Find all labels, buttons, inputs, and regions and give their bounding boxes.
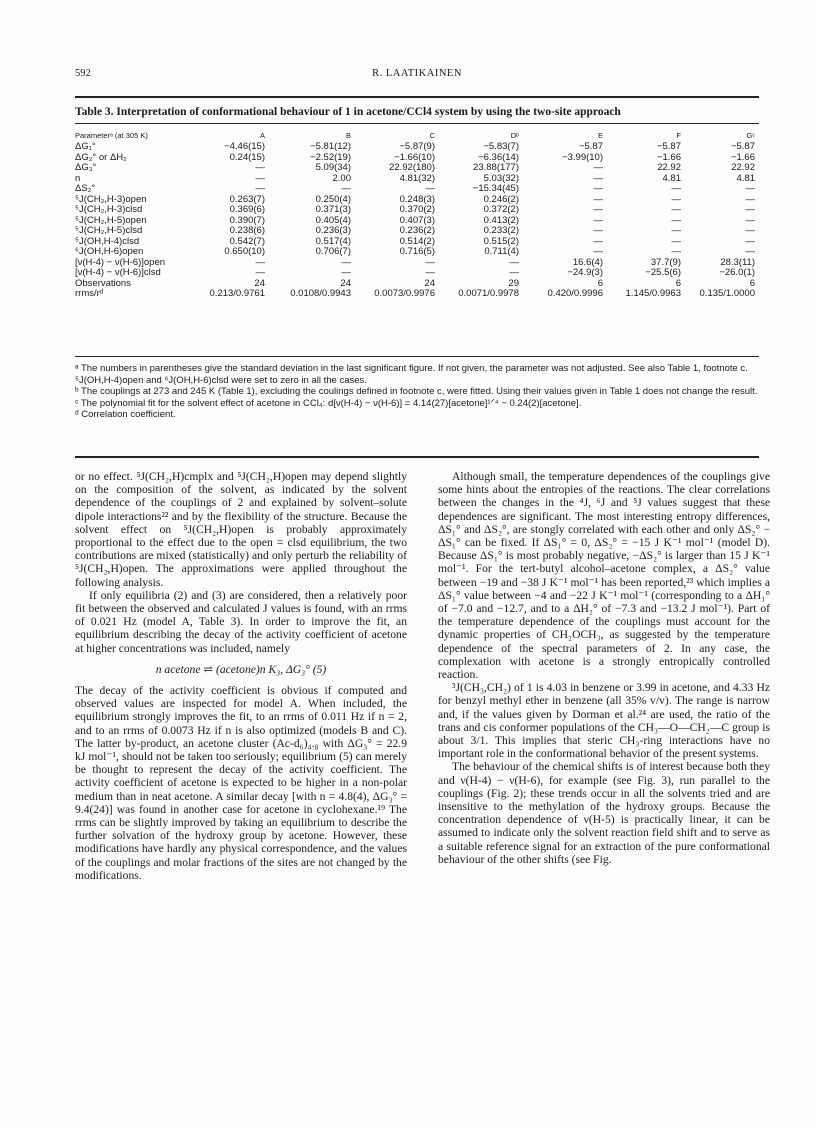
- column-header: F: [676, 130, 681, 140]
- value-cell: —: [745, 204, 755, 215]
- value-cell: —: [745, 246, 755, 257]
- value-cell: 0.515(2): [483, 235, 519, 247]
- value-cell: −5.87: [656, 141, 681, 152]
- value-cell: —: [593, 246, 603, 257]
- value-cell: —: [745, 214, 755, 226]
- running-head: R. LAATIKAINEN: [372, 68, 462, 79]
- value-cell: 0.542(7): [229, 235, 265, 247]
- value-cell: 0.213/0.9761: [209, 288, 265, 299]
- column-header: B: [345, 130, 351, 140]
- footnote-a: ᵃ The numbers in parentheses give the standard deviation in the last significant figure. If not given, the parameter was not adjusted. See also Table 1, footnote c. ⁵J(OH,H-4)open and ⁶J(OH,H-6)clsd were set to zero in all the cases.: [75, 363, 748, 386]
- value-cell: 22.92: [731, 162, 755, 173]
- value-cell: —: [255, 256, 265, 268]
- parameter-cell: ⁶J(OH,H-6)open: [75, 246, 144, 257]
- equation-5: n acetone ⇌ (acetone)n K₃, ΔG₃° (5): [155, 662, 327, 676]
- value-cell: —: [255, 172, 265, 184]
- page-header: [75, 68, 759, 84]
- column-header: C: [429, 130, 435, 140]
- table-header-rule: [75, 123, 759, 124]
- table-row: [75, 184, 759, 195]
- value-cell: 4.81: [736, 172, 755, 184]
- table-row: [75, 247, 759, 258]
- left-column: [75, 470, 407, 882]
- value-cell: —: [745, 183, 755, 194]
- value-cell: −15.34(45): [472, 183, 519, 194]
- value-cell: 0.371(3): [315, 204, 351, 215]
- value-cell: 5.03(32): [483, 172, 519, 184]
- value-cell: 0.372(2): [483, 204, 519, 215]
- value-cell: —: [593, 193, 603, 205]
- value-cell: 0.716(5): [399, 246, 435, 257]
- table-row: [75, 163, 759, 174]
- value-cell: —: [671, 235, 681, 247]
- value-cell: 16.6(4): [572, 256, 603, 268]
- value-cell: 0.517(4): [315, 235, 351, 247]
- parameter-cell: ΔG₂° or ΔH₂: [75, 151, 127, 163]
- value-cell: 0.407(3): [399, 214, 435, 226]
- value-cell: 2.00: [332, 172, 351, 184]
- value-cell: 0.263(7): [229, 193, 265, 205]
- data-table: [75, 130, 759, 300]
- value-cell: 6: [675, 277, 681, 289]
- table-row: [75, 142, 759, 153]
- value-cell: −5.87: [730, 141, 755, 152]
- value-cell: 4.81: [662, 172, 681, 184]
- value-cell: −5.87(9): [399, 141, 435, 152]
- value-cell: 37.7(9): [650, 256, 681, 268]
- value-cell: −4.46(15): [224, 141, 265, 152]
- value-cell: —: [671, 225, 681, 236]
- value-cell: —: [425, 183, 435, 194]
- value-cell: 0.0073/0.9976: [374, 288, 435, 299]
- parameter-cell: ΔG₁°: [75, 141, 96, 152]
- value-cell: 24: [254, 277, 265, 289]
- value-cell: −5.83(7): [483, 141, 519, 152]
- value-cell: —: [593, 235, 603, 247]
- parameter-cell: ΔG₃°: [75, 162, 97, 173]
- parameter-cell: ⁵J(OH,H-4)clsd: [75, 235, 140, 247]
- parameter-cell: ⁵J(CH₂,H-5)open: [75, 214, 147, 226]
- value-cell: 0.420/0.9996: [547, 288, 603, 299]
- parameter-cell: ΔS₂°: [75, 183, 96, 194]
- body-paragraph: ³J(CH₃,CH₂) of 1 is 4.03 in benzene or 3.99 in acetone, and 4.33 Hz for benzyl methyl ether in benzene (all 35% v/v). The range is narrow and, if the values given by Dorman et al.²⁴ are used, the ratio of the trans and cis conformer populations of the CH₃—O—CH₂—C group is about 3/1. This implies that steric CH₃-ring interactions have no important role in the conformational behavior of the present systems.: [438, 681, 770, 761]
- column-header: A: [259, 130, 265, 140]
- footnote-b: ᵇ The couplings at 273 and 245 K (Table 1), excluding the coulings defined in footnote c, were fitted. Using their values given in Table 1 does not change the result.: [75, 386, 758, 397]
- value-cell: —: [425, 267, 435, 278]
- value-cell: 5.09(34): [315, 162, 351, 173]
- value-cell: —: [593, 172, 603, 184]
- value-cell: 23.88(177): [473, 162, 519, 173]
- value-cell: −6.36(14): [478, 151, 519, 163]
- value-cell: 24: [424, 277, 435, 289]
- value-cell: 29: [508, 277, 519, 289]
- value-cell: 0.250(4): [315, 193, 351, 205]
- table-row: [75, 226, 759, 237]
- body-paragraph: or no effect. ⁵J(CH₂,H)cmplx and ⁵J(CH₂,H)open may depend slightly on the composition of the solvent, as indicated by the solvent dependence of the couplings of 2 and explained by solvent–solute dipole interactions²² and by the flexibility of the structure. Because the solvent effect on ⁵J(CH₂,H)open is probably approximately proportional to the effect due to the open = clsd equilibrium, the two contributions are mixed (statistically) and only perturb the reliability of ⁵J(CH₂,H)open. The approximations were applied throughout the following analysis.: [75, 470, 407, 589]
- value-cell: 0.650(10): [224, 246, 265, 257]
- value-cell: −1.66: [730, 151, 755, 163]
- value-cell: −3.99(10): [562, 151, 603, 163]
- value-cell: —: [671, 204, 681, 215]
- value-cell: 0.370(2): [399, 204, 435, 215]
- value-cell: —: [255, 162, 265, 173]
- value-cell: 6: [749, 277, 755, 289]
- footnote-d: ᵈ Correlation coefficient.: [75, 409, 176, 420]
- table-row: [75, 174, 759, 185]
- value-cell: 0.236(3): [315, 225, 351, 236]
- table-bottom-rule: [75, 356, 759, 357]
- value-cell: 0.238(6): [229, 225, 265, 236]
- value-cell: —: [671, 214, 681, 226]
- body-paragraph: Although small, the temperature dependences of the couplings give some hints about the entropies of the reactions. The clear correlations between the changes in the ⁴J, ⁶J and ⁵J values suggest that these dependences are significant. The most interesting entropy differences, ΔS₁° and ΔS₂°, are stongly correlated with each other and only ΔS₂° − ΔS₁° can be fixed. If ΔS₁° = 0, ΔS₂° = −15 J K⁻¹ mol⁻¹ (model D). Because ΔS₁° is most probably negative, −ΔS₂° is larger than 15 J K⁻¹ mol⁻¹. For the tert-butyl alcohol–acetone complex, a ΔS₂° value between −19 and −38 J K⁻¹ mol⁻¹ has been reported,²³ which implies a ΔS₁° value between −4 and −22 J K⁻¹ mol⁻¹ (corresponding to a ΔH₁° of −7.0 and −12.7, and to a ΔH₂° of −7.3 and −13.2 J mol⁻¹). Part of the temperature dependence of the couplings must account for the dynamic properties of CH₂OCH₃, as suggested by the temperature dependence of the spectral parameters of 2. In any case, the complexation with acetone is a strongly entropically controlled reaction.: [438, 470, 770, 682]
- value-cell: —: [745, 225, 755, 236]
- value-cell: 6: [597, 277, 603, 289]
- value-cell: —: [745, 193, 755, 205]
- value-cell: —: [341, 183, 351, 194]
- table-row: [75, 289, 759, 300]
- value-cell: —: [255, 267, 265, 278]
- parameter-cell: ⁵J(CH₂,H-3)clsd: [75, 204, 143, 215]
- value-cell: −5.81(12): [310, 141, 351, 152]
- table-footnotes: [75, 363, 759, 421]
- value-cell: —: [593, 183, 603, 194]
- value-cell: 0.0071/0.9978: [458, 288, 519, 299]
- value-cell: —: [593, 214, 603, 226]
- parameter-cell: n: [75, 172, 81, 184]
- column-header: Parameterᵃ (at 305 K): [75, 130, 148, 140]
- value-cell: —: [593, 225, 603, 236]
- value-cell: 0.24(15): [229, 151, 265, 163]
- page-number: 592: [75, 68, 91, 79]
- column-header: Dᵇ: [510, 130, 519, 140]
- right-column: [438, 470, 770, 866]
- value-cell: 22.92(180): [389, 162, 435, 173]
- value-cell: 0.711(4): [484, 246, 519, 257]
- parameter-cell: rrms/rᵈ: [75, 288, 104, 299]
- value-cell: 0.135/1.0000: [699, 288, 755, 299]
- value-cell: —: [509, 256, 519, 268]
- value-cell: —: [341, 267, 351, 278]
- value-cell: −5.87: [578, 141, 603, 152]
- value-cell: 4.81(32): [399, 172, 435, 184]
- value-cell: 0.236(2): [399, 225, 435, 236]
- value-cell: —: [745, 235, 755, 247]
- value-cell: —: [671, 246, 681, 257]
- table-end-rule: [75, 456, 759, 458]
- value-cell: —: [593, 204, 603, 215]
- value-cell: 0.413(2): [483, 214, 519, 226]
- parameter-cell: Observations: [75, 277, 131, 289]
- value-cell: —: [509, 267, 519, 278]
- value-cell: 0.369(6): [229, 204, 265, 215]
- value-cell: −2.52(19): [310, 151, 351, 163]
- value-cell: 24: [340, 277, 351, 289]
- parameter-cell: ⁵J(CH₂,H-5)clsd: [75, 225, 143, 236]
- parameter-cell: [ν(H-4) − ν(H-6)]open: [75, 256, 166, 268]
- value-cell: 0.246(2): [483, 193, 519, 205]
- value-cell: —: [671, 183, 681, 194]
- body-paragraph: If only equilibria (2) and (3) are considered, then a relatively poor fit between the observed and calculated J values is found, with an rrms of 0.021 Hz (model A, Table 3). In order to improve the fit, an equilibrium describing the decay of the activity coefficient of acetone at higher concentrations was included, namely: [75, 588, 407, 655]
- table-top-rule: [75, 96, 759, 98]
- table-row: [75, 268, 759, 279]
- table-row: [75, 205, 759, 216]
- column-header: Gᶜ: [746, 130, 755, 140]
- value-cell: 1.145/0.9963: [625, 288, 681, 299]
- value-cell: −25.5(6): [645, 267, 681, 278]
- body-paragraph: The behaviour of the chemical shifts is of interest because both they and ν(H-4) − ν(H-6), for example (see Fig. 3), run parallel to the couplings (Fig. 2); these trends occur in all the solvents tried and are insensitive to the methylation of the hydroxy groups. Because the concentration dependence of ν(H-5) is practically linear, it can be assumed to indicate only the solvent reaction field shift and to serve as a suitable reference signal for an extraction of the pure conformational behaviour of the other shifts (see Fig.: [438, 760, 770, 866]
- parameter-cell: [ν(H-4) − ν(H-6)]clsd: [75, 267, 161, 278]
- value-cell: 22.92: [657, 162, 681, 173]
- table-caption: Table 3. Interpretation of conformational behaviour of 1 in acetone/CCl4 system by using the two-site approach: [75, 106, 621, 118]
- value-cell: −24.9(3): [567, 267, 603, 278]
- value-cell: 0.233(2): [483, 225, 519, 236]
- footnote-c: ᶜ The polynomial fit for the solvent effect of acetone in CCl₄: d[ν(H-4) − ν(H-6)] = 4.14(27)[acetone]¹ᐟ⁴ − 0.24(2)[acetone].: [75, 397, 582, 409]
- value-cell: 0.0108/0.9943: [290, 288, 351, 299]
- parameter-cell: ⁵J(CH₂,H-3)open: [75, 193, 147, 205]
- value-cell: −26.0(1): [719, 267, 755, 278]
- value-cell: −1.66(10): [394, 151, 435, 163]
- body-paragraph: The decay of the activity coefficient is obvious if computed and observed values are inspected for model A. When included, the equilibrium strongly improves the fit, to an rrms of 0.011 Hz if n = 2, and to an rrms of 0.0073 Hz if n is also optimized (models B and C). The latter by-product, an acetone cluster (Ac-d₆)₄.₈ with ΔG₃° = 22.9 kJ mol⁻¹, should not be taken too seriously; equilibrium (5) can merely be thought to represent the decay of the activity coefficient. The activity coefficient of acetone is expected to be higher in a non-polar medium than in neat acetone. A similar decay [with n = 4.8(4), ΔG₃° = 9.4(24)] was found in another case for acetone in cyclohexane.¹⁹ The rrms can be slightly improved by taking an equilibrium to describe the further solvation of the hydroxy group by acetone. However, these modifications have hardly any physical correspondence, and the values of the couplings and molar fractions of the sites are not changed by the modifications.: [75, 684, 407, 882]
- value-cell: —: [671, 193, 681, 205]
- value-cell: —: [341, 256, 351, 268]
- value-cell: 0.405(4): [315, 214, 351, 226]
- value-cell: 0.706(7): [315, 246, 351, 257]
- value-cell: 0.514(2): [399, 235, 435, 247]
- value-cell: —: [255, 183, 265, 194]
- value-cell: —: [593, 162, 603, 173]
- value-cell: 28.3(11): [720, 256, 755, 268]
- column-header: E: [597, 130, 603, 140]
- value-cell: 0.390(7): [229, 214, 265, 226]
- value-cell: −1.66: [656, 151, 681, 163]
- value-cell: —: [425, 256, 435, 268]
- value-cell: 0.248(3): [399, 193, 435, 205]
